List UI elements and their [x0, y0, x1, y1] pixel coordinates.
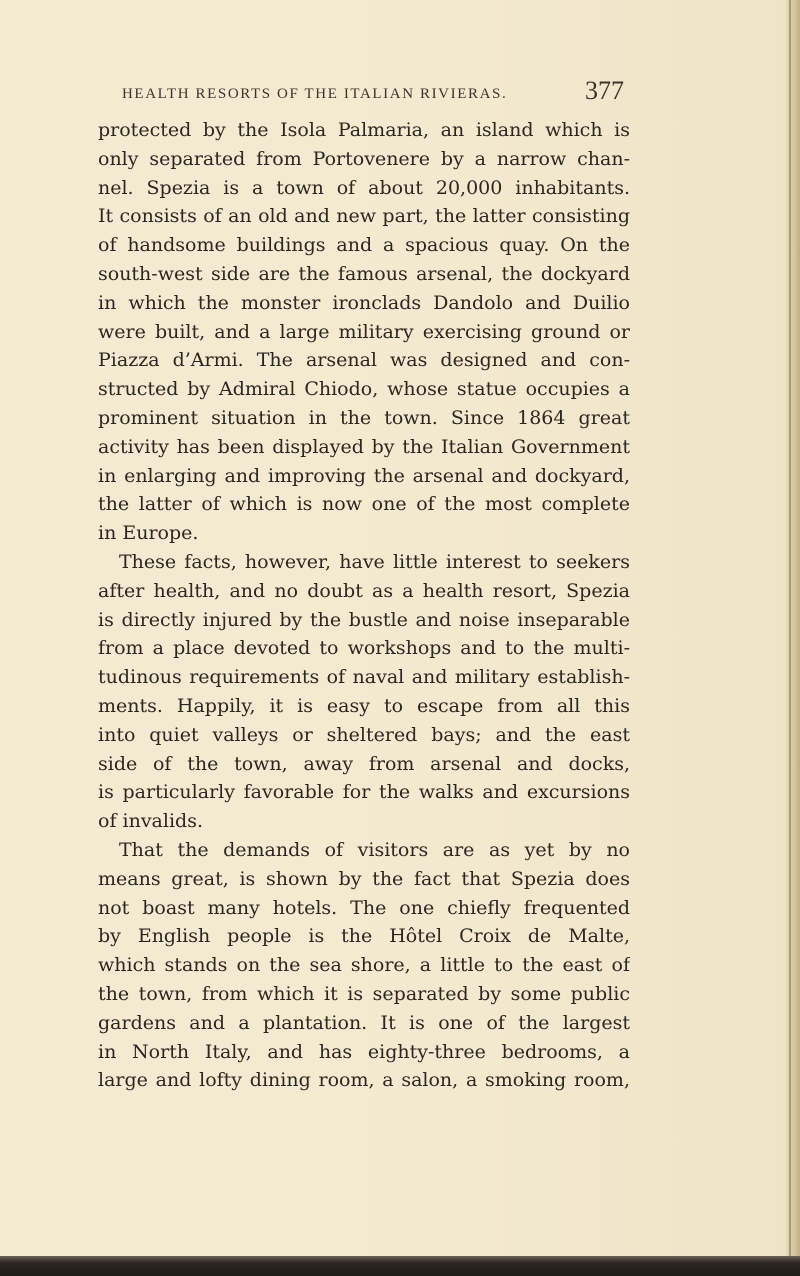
text-line: nel. Spezia is a town of about 20,000 inhabitants. [98, 176, 630, 199]
text-line: activity has been displayed by the Italian Government [98, 435, 630, 458]
text-line: the latter of which is now one of the most complete [98, 493, 630, 516]
text-line: only separated from Portovenere by a narrow chan- [98, 147, 630, 170]
text-line: of handsome buildings and a spacious quay. On the [98, 234, 630, 257]
text-line: is particularly favorable for the walks and excursions [98, 781, 630, 804]
text-line: not boast many hotels. The one chiefly frequented [98, 896, 630, 919]
text-line: large and lofty dining room, a salon, a smoking room, [98, 1069, 630, 1092]
text-line: ments. Happily, it is easy to escape from all this [98, 694, 630, 717]
text-line: It consists of an old and new part, the latter consisting [98, 205, 630, 228]
running-head: HEALTH RESORTS OF THE ITALIAN RIVIERAS. [122, 86, 508, 102]
text-line: the town, from which it is separated by some public [98, 982, 630, 1005]
text-line: south-west side are the famous arsenal, the dockyard [98, 262, 630, 285]
text-line: into quiet valleys or sheltered bays; and the east [98, 723, 630, 746]
text-line: after health, and no doubt as a health resort, Spezia [98, 579, 630, 602]
page-number: 377 [585, 76, 624, 105]
text-line: in enlarging and improving the arsenal and dockyard, [98, 464, 630, 487]
page-header [98, 72, 628, 108]
text-line: from a place devoted to workshops and to the multi- [98, 637, 630, 660]
text-line: protected by the Isola Palmaria, an island which is [98, 119, 630, 141]
text-line: by English people is the Hôtel Croix de Malte, [98, 925, 630, 948]
body-text [98, 116, 630, 1095]
text-line: That the demands of visitors are as yet by no [119, 838, 630, 861]
page-edge-line [789, 0, 791, 1276]
text-line: in Europe. [98, 522, 199, 545]
text-line: in North Italy, and has eighty-three bedrooms, a [98, 1040, 630, 1063]
text-line: were built, and a large military exercising ground or [98, 320, 630, 343]
text-line: in which the monster ironclads Dandolo and Duilio [98, 291, 630, 314]
page-bottom-shadow [0, 1256, 800, 1276]
text-line: These facts, however, have little interest to seekers [119, 550, 630, 573]
text-line: Piazza d’Armi. The arsenal was designed and con- [98, 349, 630, 372]
text-line: of invalids. [98, 810, 203, 833]
text-line: means great, is shown by the fact that Spezia does [98, 867, 630, 890]
text-line: prominent situation in the town. Since 1864 great [98, 406, 630, 429]
text-line: tudinous requirements of naval and military establish- [98, 666, 630, 689]
text-line: structed by Admiral Chiodo, whose statue occupies a [98, 378, 630, 401]
text-line: is directly injured by the bustle and noise inseparable [98, 608, 630, 631]
text-line: gardens and a plantation. It is one of the largest [98, 1011, 630, 1034]
text-line: side of the town, away from arsenal and docks, [98, 752, 630, 775]
text-line: which stands on the sea shore, a little to the east of [98, 954, 630, 977]
